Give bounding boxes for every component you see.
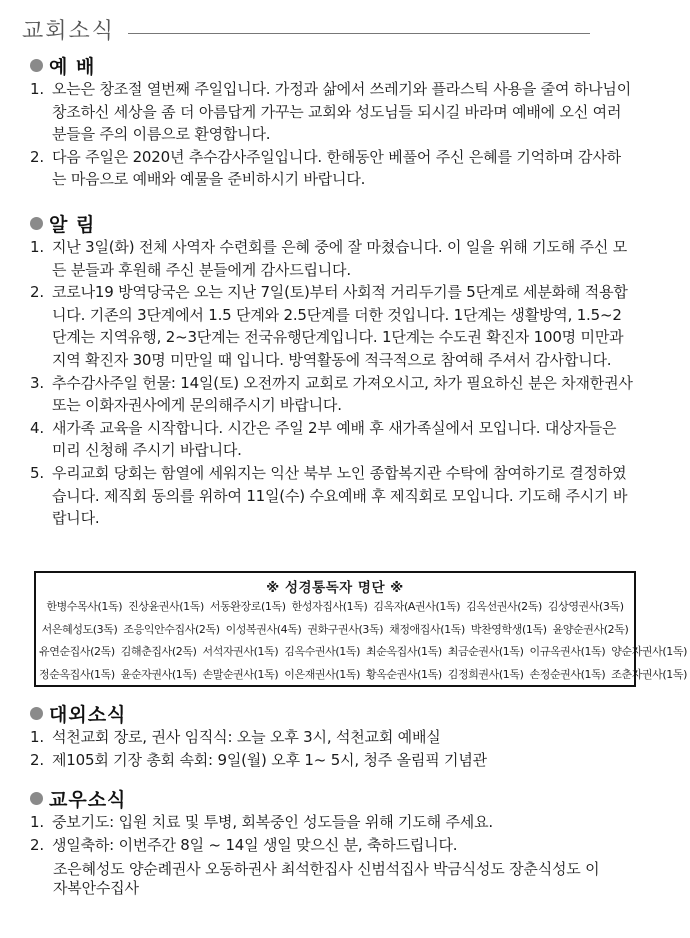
roster-title: ※ 성경통독자 명단 ※ (266, 580, 404, 596)
bullet-icon (30, 217, 43, 230)
roster-name: 김옥자(A권사(1독) (373, 600, 461, 613)
roster-name: 김옥수권사(1독) (284, 645, 360, 658)
roster-name: 이성복권사(4독) (225, 622, 302, 636)
roster-name: 김정희권사(1독) (447, 667, 524, 681)
list-item: 2. 제105회 기장 총회 속회: 9일(월) 오후 1~ 5시, 청주 올림픽 기념관 (30, 750, 487, 769)
external-list (30, 726, 635, 771)
list-item: 1. 중보기도: 입원 치료 및 투병, 회복중인 성도들을 위해 기도해 주세요. (30, 813, 493, 831)
roster-row (36, 619, 634, 642)
roster-name: 손정순권사(1독) (529, 667, 606, 681)
notices-list (30, 236, 635, 530)
roster-name: 서동완장로(1독) (209, 600, 286, 613)
roster-name: 최금순권사(1독) (447, 645, 524, 658)
section-notices-heading (30, 210, 95, 237)
page-title: 교회소식 (22, 19, 116, 44)
roster-name: 윤양순권사(2독) (552, 622, 629, 636)
roster-row (36, 596, 634, 619)
roster-name: 손말순권사(1독) (202, 667, 279, 681)
roster-name: 서은혜성도(3독) (41, 622, 118, 636)
list-item: 3. 추수감사주일 헌물: 14일(토) 오전까지 교회로 가져오시고, 차가 필요하신 분은 차재한권사 또는 이화자권사에게 문의해주시기 바랍니다. (30, 373, 633, 415)
worship-list (30, 78, 635, 191)
bullet-icon (30, 59, 43, 72)
roster-name: 서석자권사(1독) (202, 645, 279, 658)
roster-name: 최순옥집사(1독) (366, 645, 442, 658)
roster-name: 정순옥집사(1독) (39, 667, 115, 681)
roster-name: 조춘자권사(1독) (611, 667, 687, 681)
roster-row (36, 641, 687, 664)
roster-name: 이규옥권사(1독) (529, 645, 606, 658)
section-title: 대외소식 (49, 704, 127, 726)
roster-name: 조응익안수집사(2독) (123, 622, 220, 636)
members-list (30, 811, 635, 856)
roster-name: 한성자집사(1독) (291, 600, 368, 613)
list-item: 4. 새가족 교육을 시작합니다. 시간은 주일 2부 예배 후 새가족실에서 모입니다. 대상자들은 미리 신청해 주시기 바랍니다. (30, 418, 617, 460)
roster-name: 윤순자권사(1독) (120, 667, 197, 681)
bible-reading-roster (34, 571, 687, 687)
section-worship-heading (30, 52, 95, 79)
section-external-heading (30, 700, 126, 727)
list-item: 1. 지난 3일(화) 전체 사역자 수련회를 은혜 중에 잘 마쳤습니다. 이 일을 위해 기도해 주신 모든 분들과 후원해 주신 분들에게 감사드립니다. (30, 238, 628, 279)
list-item: 5. 우리교회 당회는 함열에 세워지는 익산 북부 노인 종합복지관 수탁에 참여하기로 결정하였습니다. 제직회 동의를 위하여 11일(수) 수요예배 후 제직회로 모입니다. 기도해 주시기 바랍니다. (30, 463, 628, 528)
list-item: 2. 생일축하: 이번주간 8일 ~ 14일 생일 맞으신 분, 축하드립니다. (30, 835, 458, 854)
section-members-heading (30, 785, 126, 812)
roster-name: 이은재권사(1독) (284, 667, 360, 681)
bullet-icon (30, 707, 43, 720)
title-rule (128, 33, 590, 34)
roster-name: 김상영권사(3독) (547, 600, 624, 613)
section-title: 예 배 (49, 56, 96, 78)
roster-name: 진상윤권사(1독) (128, 600, 204, 613)
roster-name: 채정애집사(1독) (389, 622, 465, 636)
roster-name: 유연순집사(2독) (39, 645, 115, 658)
roster-row (36, 664, 687, 687)
roster-name: 한병수목사(1독) (46, 600, 123, 613)
roster-name: 황옥순권사(1독) (366, 667, 442, 681)
section-title: 알 림 (49, 214, 96, 236)
list-item: 2. 다음 주일은 2020년 추수감사주일입니다. 한해동안 베풀어 주신 은혜를 기억하며 감사하는 마음으로 예배와 예물을 준비하시기 바랍니다. (30, 147, 621, 189)
roster-name: 권화구권사(3독) (307, 622, 384, 636)
roster-name: 김옥선권사(2독) (466, 600, 542, 613)
list-item: 2. 코로나19 방역당국은 오는 지난 7일(토)부터 사회적 거리두기를 5단계로 세분화해 적용합니다. 기존의 3단계에서 1.5 단계와 2.5단계를 더한 것입니다. 1단계는 생활방역, 1.5~2단계는 지역유행, 2~3단계는 전국유행단계입니다. 1단계는 수도권 확진자 100명 미만과 지역 확진자 30명 미만일 때 입니다. 방역활동에 적극적으로 참여해 주셔서 감사합니다. (30, 283, 628, 369)
bullet-icon (30, 792, 43, 805)
roster-name: 박찬영학생(1독) (470, 622, 547, 636)
roster-name: 양순자권사(1독) (611, 645, 687, 658)
section-title: 교우소식 (49, 789, 127, 811)
roster-name: 김해춘집사(2독) (120, 645, 197, 658)
list-item: 1. 오는은 창조절 열번째 주일입니다. 가정과 삶에서 쓰레기와 플라스틱 사용을 줄여 하나님이 창조하신 세상을 좀 더 아름답게 가꾸는 교회와 성도님들 되시길 바라며 예배에 오신 여러분들을 주의 이름으로 환영합니다. (30, 80, 631, 144)
birthday-names: 조은혜성도 양순례권사 오동하권사 최석한집사 신범석집사 박금식성도 장춘식성도 이자복안수집사 (53, 860, 600, 897)
list-item: 1. 석천교회 장로, 권사 임직식: 오늘 오후 3시, 석천교회 예배실 (30, 728, 441, 746)
